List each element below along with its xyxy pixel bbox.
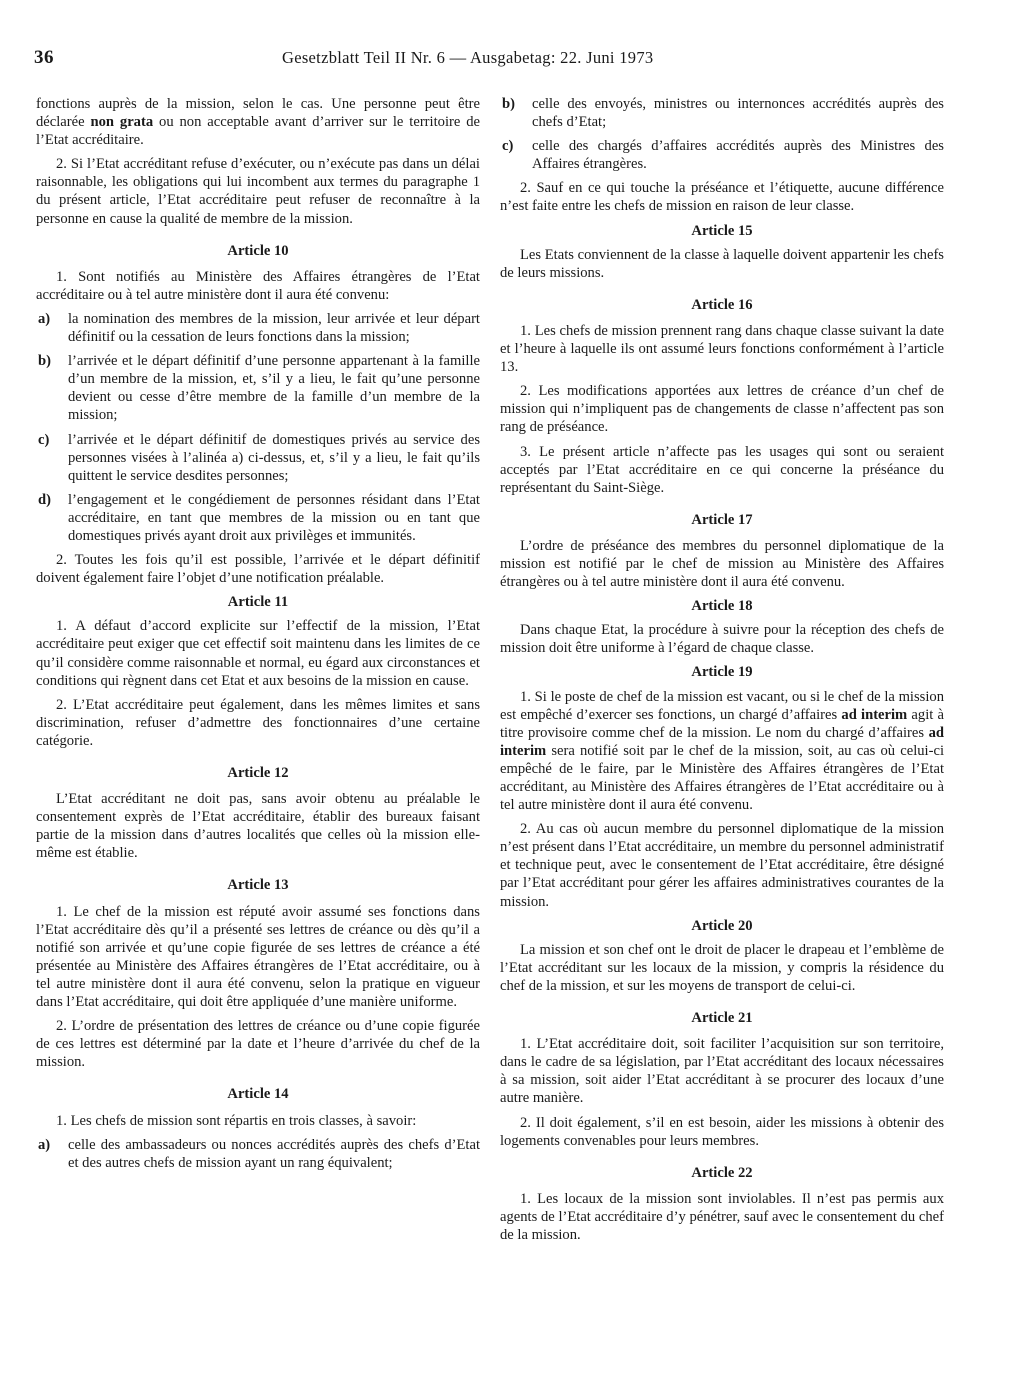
paragraph: 1. Les chefs de mission prennent rang dans chaque classe suivant la date et l’heure à laquelle ils ont assumé leurs fonctions conformément à l’article 13. xyxy=(500,322,944,376)
article-heading: Article 20 xyxy=(691,917,753,934)
paragraph: 2. Il doit également, s’il en est besoin, aider les missions à obtenir des logements convenables pour leurs membres. xyxy=(500,1114,944,1149)
paragraph: fonctions auprès de la mission, selon le cas. Une personne peut être déclarée non grata ou non acceptable avant d’arriver sur le territoire de l’Etat accréditaire. xyxy=(36,96,481,149)
paragraph: 2. Sauf en ce qui touche la préséance et l’étiquette, aucune différence n’est faite entre les chefs de mission en raison de leur classe. xyxy=(500,180,944,215)
article-heading: Article 22 xyxy=(691,1164,753,1181)
running-title: Gesetzblatt Teil II Nr. 6 — Ausgabetag: 22. Juni 1973 xyxy=(282,48,654,67)
paragraph: 1. A défaut d’accord explicite sur l’effectif de la mission, l’Etat accréditaire peut exiger que cet effectif soit maintenu dans les limites de ce qu’il considère comme raisonnable et normal, eu égard aux circonstances et conditions qui règnent dans cet Etat et aux besoins de la mission en cause. xyxy=(36,618,480,689)
list-item: c) l’arrivée et le départ définitif de domestiques privés au service des personnes visées à l’alinéa a) ci-dessus, et, s’il y a lieu, le fait qu’ils quittent le service desdites personnes; xyxy=(38,431,480,484)
article-heading: Article 16 xyxy=(691,296,753,313)
paragraph: 1. Sont notifiés au Ministère des Affaires étrangères de l’Etat accréditaire ou à tel autre ministère dont il aura été convenu: xyxy=(36,268,480,303)
article-heading: Article 19 xyxy=(691,664,753,681)
article-heading: Article 18 xyxy=(691,598,753,615)
paragraph: 1. Les chefs de mission sont répartis en trois classes, à savoir: xyxy=(56,1112,417,1129)
page-number: 36 xyxy=(34,47,54,68)
paragraph: 2. L’Etat accréditaire peut également, dans les mêmes limites et sans discrimination, refuser d’admettre des fonctionnaires d’une certaine catégorie. xyxy=(36,696,480,749)
list-item: a) la nomination des membres de la mission, leur arrivée et leur départ définitif ou la cessation de leurs fonctions dans la mission; xyxy=(38,310,480,346)
paragraph: Dans chaque Etat, la procédure à suivre pour la réception des chefs de mission doit être uniforme à l’égard de chaque classe. xyxy=(500,622,944,657)
article-heading: Article 14 xyxy=(227,1086,289,1103)
list-item: b) celle des envoyés, ministres ou internonces accrédités auprès des chefs d’Etat; xyxy=(502,96,944,131)
list-item: d) l’engagement et le congédiement de personnes résidant dans l’Etat accréditaire, en tant que membres de la mission ou en tant que domestiques privés ayant droit aux privilèges et immunités. xyxy=(38,491,480,544)
article-heading: Article 11 xyxy=(227,594,289,611)
list-item: c) celle des chargés d’affaires accrédités auprès des Ministres des Affaires étrangères. xyxy=(502,138,944,173)
article-heading: Article 10 xyxy=(227,242,289,259)
article-heading: Article 13 xyxy=(227,877,289,894)
page-header xyxy=(34,47,994,73)
paragraph: 2. Les modifications apportées aux lettres de créance d’un chef de mission qui n’impliquent pas de changements de classe n’affectent pas son rang de préséance. xyxy=(500,383,944,436)
paragraph: 3. Le présent article n’affecte pas les usages qui sont ou seraient acceptés par l’Etat accréditaire en ce qui concerne la préséance du représentant du Saint-Siège. xyxy=(500,443,944,496)
paragraph: L’ordre de préséance des membres du personnel diplomatique de la mission est notifié par le chef de mission au Ministère des Affaires étrangères ou à tel autre ministère dont il aura été convenu. xyxy=(500,537,944,591)
paragraph: 2. Toutes les fois qu’il est possible, l’arrivée et le départ définitif doivent également faire l’objet d’une notification préalable. xyxy=(36,552,480,587)
paragraph: 1. Le chef de la mission est réputé avoir assumé ses fonctions dans l’Etat accréditaire dès qu’il a présenté ses lettres de créance ou dès qu’il a notifié son arrivée et qu’une copie figurée de ses lettres de créance a été présentée au Ministère des Affaires étrangères de l’Etat accréditaire, ou à tel autre ministère dont il aura été convenu, selon la pratique en vigueur dans l’Etat accréditaire, qui doit être appliquée d’une manière uniforme. xyxy=(36,903,480,1011)
list-item: b) l’arrivée et le départ définitif d’une personne appartenant à la famille d’un membre de la mission, et, s’il y a lieu, le fait qu’une personne devient ou cesse d’être membre de la famille d’un membre de la mission; xyxy=(38,353,480,424)
paragraph: 2. L’ordre de présentation des lettres de créance ou d’une copie figurée de ces lettres est déterminé par la date et l’heure d’arrivée du chef de la mission. xyxy=(36,1018,480,1071)
paragraph: 2. Si l’Etat accréditant refuse d’exécuter, ou n’exécute pas dans un délai raisonnable, les obligations qui lui incombent aux termes du paragraphe 1 du présent article, l’Etat accréditaire peut refuser de reconnaître à la personne en cause la qualité de membre de la mission. xyxy=(36,156,480,227)
article-heading: Article 17 xyxy=(691,511,753,528)
paragraph: 1. Si le poste de chef de la mission est vacant, ou si le chef de la mission est empêché d’exercer ses fonctions, un chargé d’affaires ad interim agit à titre provisoire comme chef de la mission. Le nom du chargé d’affaires ad interim sera notifié soit par le chef de la mission, soit, au cas où celui-ci empêché de le faire, par le Ministère des Affaires étrangères de l’Etat accréditant, au Ministère des Affaires étrangères de l’Etat accréditaire ou à tel autre ministère dont il aura été convenu. xyxy=(500,688,944,814)
paragraph: 1. L’Etat accréditaire doit, soit faciliter l’acquisition sur son territoire, dans le cadre de sa législation, par l’Etat accréditant des locaux nécessaires à sa mission, soit aider l’Etat accréditant à se procurer des locaux d’une autre manière. xyxy=(500,1036,944,1107)
paragraph: La mission et son chef ont le droit de placer le drapeau et l’emblème de l’Etat accréditant sur les locaux de la mission, y compris la résidence du chef de la mission, et sur les moyens de transport de celui-ci. xyxy=(500,941,944,994)
paragraph: 1. Les locaux de la mission sont inviolables. Il n’est pas permis aux agents de l’Etat accréditaire d’y pénétrer, sauf avec le consentement du chef de la mission. xyxy=(500,1190,944,1243)
article-heading: Article 15 xyxy=(691,222,753,239)
list-item: a) celle des ambassadeurs ou nonces accrédités auprès des chefs d’Etat et des autres chefs de mission ayant un rang équivalent; xyxy=(38,1136,480,1171)
article-heading: Article 21 xyxy=(691,1010,753,1027)
article-heading: Article 12 xyxy=(227,765,289,781)
left-column xyxy=(36,95,480,1178)
paragraph: Les Etats conviennent de la classe à laquelle doivent appartenir les chefs de leurs missions. xyxy=(500,246,944,281)
right-column xyxy=(500,95,944,1250)
paragraph: L’Etat accréditant ne doit pas, sans avoir obtenu au préalable le consentement exprès de l’Etat accréditaire, établir des bureaux faisant partie de la mission dans d’autres localités que celles où la mission elle-même est établie. xyxy=(36,791,480,862)
paragraph: 2. Au cas où aucun membre du personnel diplomatique de la mission n’est présent dans l’Etat accréditaire, un membre du personnel administratif et technique peut, avec le consentement de l’Etat accréditaire, être désigné par l’Etat accréditant pour gérer les affaires administratives courantes de la mission. xyxy=(500,821,944,910)
